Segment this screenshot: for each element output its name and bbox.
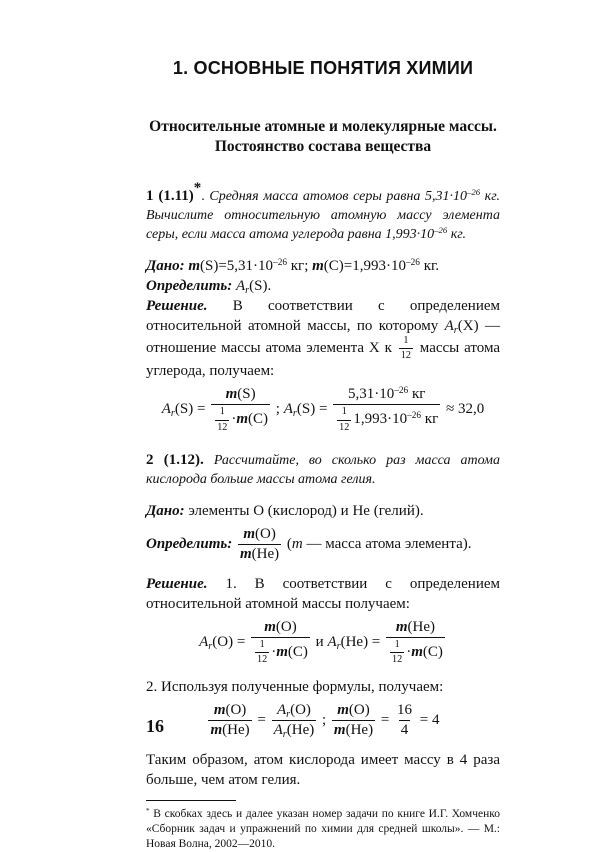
footnote-marker: *	[146, 807, 150, 816]
fraction-numerator	[212, 703, 249, 720]
problem-1-given	[146, 256, 500, 276]
text-run: =	[253, 712, 270, 729]
fraction-denominator	[255, 652, 269, 665]
fraction-denominator	[390, 652, 404, 665]
text-run: m	[333, 722, 346, 739]
text-run: m	[188, 258, 200, 274]
text-run: 1	[341, 406, 347, 418]
fraction-numerator	[346, 387, 427, 404]
text-run: Решение.	[146, 575, 226, 592]
text-run: 12	[257, 654, 268, 666]
fraction-numerator	[395, 703, 414, 720]
text-run: A	[273, 722, 283, 739]
text-run: и	[311, 633, 328, 650]
fraction-numerator	[218, 407, 227, 419]
spacer	[146, 244, 500, 256]
subscript: r	[282, 729, 287, 741]
fraction-denominator	[238, 544, 281, 562]
text-run: кг.	[419, 258, 440, 274]
fraction	[208, 703, 251, 738]
text-run: (He)	[345, 722, 374, 739]
fraction-denominator	[386, 637, 445, 665]
text-run: (C)	[287, 643, 308, 660]
conclusion	[146, 750, 500, 790]
text-run: (S) =	[296, 401, 332, 418]
fraction-denominator	[333, 404, 440, 432]
text-run: 1	[259, 638, 265, 650]
text-run: m	[395, 618, 408, 635]
text-run: A	[236, 278, 246, 294]
text-run: 1,993·10	[353, 411, 408, 428]
text-run: 1	[394, 638, 400, 650]
text-run: A	[444, 318, 454, 334]
text-run: 12	[339, 421, 350, 433]
text-run: m	[276, 643, 288, 660]
fraction	[386, 620, 445, 665]
text-run: m	[225, 386, 238, 403]
text-run: 2 (1.12).	[146, 451, 214, 468]
page-number: 16	[146, 716, 164, 736]
text-run: (He)	[222, 722, 250, 739]
superscript: –26	[273, 257, 287, 268]
text-run: ·	[406, 643, 412, 660]
text-run: (S) =	[174, 401, 210, 418]
text-run: — масса атома элемента).	[302, 535, 472, 552]
superscript: –26	[467, 187, 481, 198]
fraction	[333, 387, 440, 432]
text-run: 12	[392, 654, 403, 666]
text-run: Определить:	[146, 535, 236, 552]
text-run: (X) — отношение массы атома элемента X к	[146, 318, 500, 357]
fraction	[390, 640, 404, 665]
text-run: (O)	[275, 618, 297, 635]
problem-1-find	[146, 276, 500, 296]
fraction-numerator	[401, 336, 410, 348]
fraction	[255, 640, 269, 665]
text-run: m	[337, 702, 349, 719]
footnote	[146, 807, 500, 852]
text-run: A	[199, 633, 209, 650]
superscript: –26	[405, 257, 420, 268]
text-run: m	[312, 258, 324, 274]
text-run: ≈ 32,0	[442, 401, 485, 418]
text-run: (S)=5,31·10	[200, 258, 274, 274]
fraction	[238, 527, 281, 562]
fraction-numerator	[393, 640, 402, 652]
fraction-numerator	[258, 640, 267, 652]
text-run: Определить:	[146, 278, 236, 294]
text-run: (He)	[251, 545, 280, 562]
text-run: кг	[408, 386, 426, 403]
fraction-denominator	[337, 420, 351, 433]
text-run: 1	[403, 335, 409, 346]
fraction-denominator	[399, 348, 413, 361]
fraction	[332, 703, 375, 738]
fraction	[211, 387, 270, 432]
text-run: (	[283, 535, 292, 552]
subscript: r	[170, 408, 175, 420]
text-run: Таким образом, атом кислорода имеет массу в 4 раза больше, чем атом гелия.	[146, 752, 500, 789]
text-run: (O)	[225, 702, 247, 719]
fraction-numerator	[224, 387, 258, 404]
text-run: 2. Используя полученные формулы, получаем:	[146, 679, 444, 696]
text-run: ;	[272, 401, 284, 418]
page-content	[146, 179, 500, 790]
text-run: (C)	[248, 411, 269, 428]
text-run: 1	[219, 406, 225, 418]
fraction-numerator	[241, 527, 278, 544]
problem-1-solution	[146, 296, 500, 381]
text-run: m	[236, 411, 249, 428]
fraction-denominator	[272, 720, 317, 741]
fraction-numerator	[262, 620, 299, 637]
fraction	[399, 336, 413, 361]
text-run: ;	[318, 712, 330, 729]
subscript: r	[292, 408, 297, 420]
equation-1	[146, 387, 500, 432]
text-run: (He)	[407, 618, 436, 635]
text-run: 1 (1.11)	[146, 188, 194, 204]
footnote-divider	[146, 800, 236, 801]
spacer	[146, 665, 500, 677]
text-run: элементы O (кислород) и He (гелий).	[188, 502, 424, 519]
subscript: r	[245, 285, 250, 297]
section-title-line-2: Постоянство состава вещества	[214, 138, 432, 155]
text-run: m	[240, 545, 252, 562]
text-run: m	[213, 702, 226, 719]
subscript: r	[336, 641, 341, 652]
text-run: m	[210, 722, 223, 739]
problem-2-find	[146, 527, 500, 562]
text-run: кг	[421, 411, 439, 428]
spacer	[146, 489, 500, 501]
text-run: (O)	[348, 702, 370, 719]
subscript: r	[286, 709, 291, 721]
text-run: (He)	[286, 722, 315, 739]
problem-2-given	[146, 501, 500, 521]
text-run: A	[283, 401, 293, 418]
fraction-numerator	[335, 703, 372, 720]
text-run: Дано:	[146, 258, 189, 274]
text-run: m	[264, 618, 276, 635]
text-run: m	[411, 643, 423, 660]
fraction-denominator	[399, 720, 411, 738]
equation-2	[146, 620, 500, 665]
superscript: –26	[394, 386, 409, 397]
text-run: .	[201, 189, 210, 204]
superscript: –26	[434, 225, 448, 236]
subscript: r	[453, 325, 458, 337]
text-run: Средняя масса атомов серы равна 5,31·10	[209, 189, 468, 204]
text-run: (O)	[290, 702, 311, 719]
fraction	[215, 407, 229, 432]
text-run: (O) =	[212, 633, 250, 650]
text-run: 16	[397, 702, 413, 719]
fraction-denominator	[215, 420, 229, 433]
subscript: r	[208, 641, 213, 652]
fraction	[337, 407, 351, 432]
fraction	[395, 703, 414, 738]
problem-2-solution-step-1	[146, 574, 500, 614]
fraction	[272, 702, 317, 741]
fraction-denominator	[211, 404, 270, 432]
text-run: кг;	[287, 258, 313, 274]
text-run: (C)=1,993·10	[323, 258, 406, 274]
text-run: Рассчитайте, во сколько раз масса атома кислорода больше массы атома гелия.	[146, 452, 500, 487]
problem-2-statement	[146, 451, 500, 489]
text-run: массы атома углерода, получаем:	[146, 340, 500, 380]
text-run: ·	[231, 411, 237, 428]
text-run: (He) =	[340, 633, 385, 650]
text-run: A	[327, 633, 337, 650]
fraction-numerator	[394, 620, 437, 637]
problem-2-solution-step-2	[146, 677, 500, 697]
text-run: A	[276, 702, 287, 719]
footnote-text: В скобках здесь и далее указан номер задачи по книге И.Г. Хомченко «Сборник задач и упражнений по химии для средней школы». — М.: Новая Волна, 2002—2010.	[146, 808, 500, 851]
text-run: 1. В соответствии с определением относительной атомной массы получаем:	[146, 575, 500, 612]
spacer	[146, 433, 500, 451]
text-run: Дано:	[146, 502, 189, 519]
superscript: *	[193, 179, 202, 196]
superscript: –26	[407, 411, 422, 422]
fraction-denominator	[208, 720, 251, 738]
fraction-numerator	[275, 703, 313, 720]
fraction-denominator	[332, 720, 375, 738]
text-run: (S).	[249, 278, 272, 294]
text-run: A	[161, 401, 171, 418]
problem-1-statement	[146, 179, 500, 244]
text-run: 5,31·10	[348, 386, 395, 403]
text-run: = 4	[416, 712, 440, 729]
equation-3	[146, 702, 500, 741]
text-run: кг. Вычислите относительную атомную массу элемента серы, если масса атома углерода равна 1,993·10	[146, 189, 500, 242]
text-run: =	[377, 712, 394, 729]
text-run: (C)	[422, 643, 443, 660]
fraction-numerator	[340, 407, 349, 419]
spacer	[146, 738, 500, 750]
text-run: m	[243, 525, 255, 542]
text-run: 4	[400, 722, 409, 739]
text-run: (O)	[255, 525, 276, 542]
spacer	[146, 562, 500, 574]
section-title	[146, 117, 500, 157]
text-run: 12	[217, 421, 228, 433]
fraction	[251, 620, 310, 665]
text-run: ·	[271, 643, 277, 660]
text-run: кг.	[447, 227, 467, 242]
text-run: (S)	[237, 386, 256, 403]
text-run: Решение.	[146, 298, 233, 314]
fraction-denominator	[251, 637, 310, 665]
text-run: m	[291, 535, 303, 552]
text-run: В соответствии с определением относительной атомной массы, по которому	[146, 298, 500, 334]
chapter-title: 1. ОСНОВНЫЕ ПОНЯТИЯ ХИМИИ	[172, 58, 474, 78]
section-title-line-1: Относительные атомные и молекулярные массы.	[149, 118, 497, 135]
text-run: 12	[400, 350, 411, 362]
